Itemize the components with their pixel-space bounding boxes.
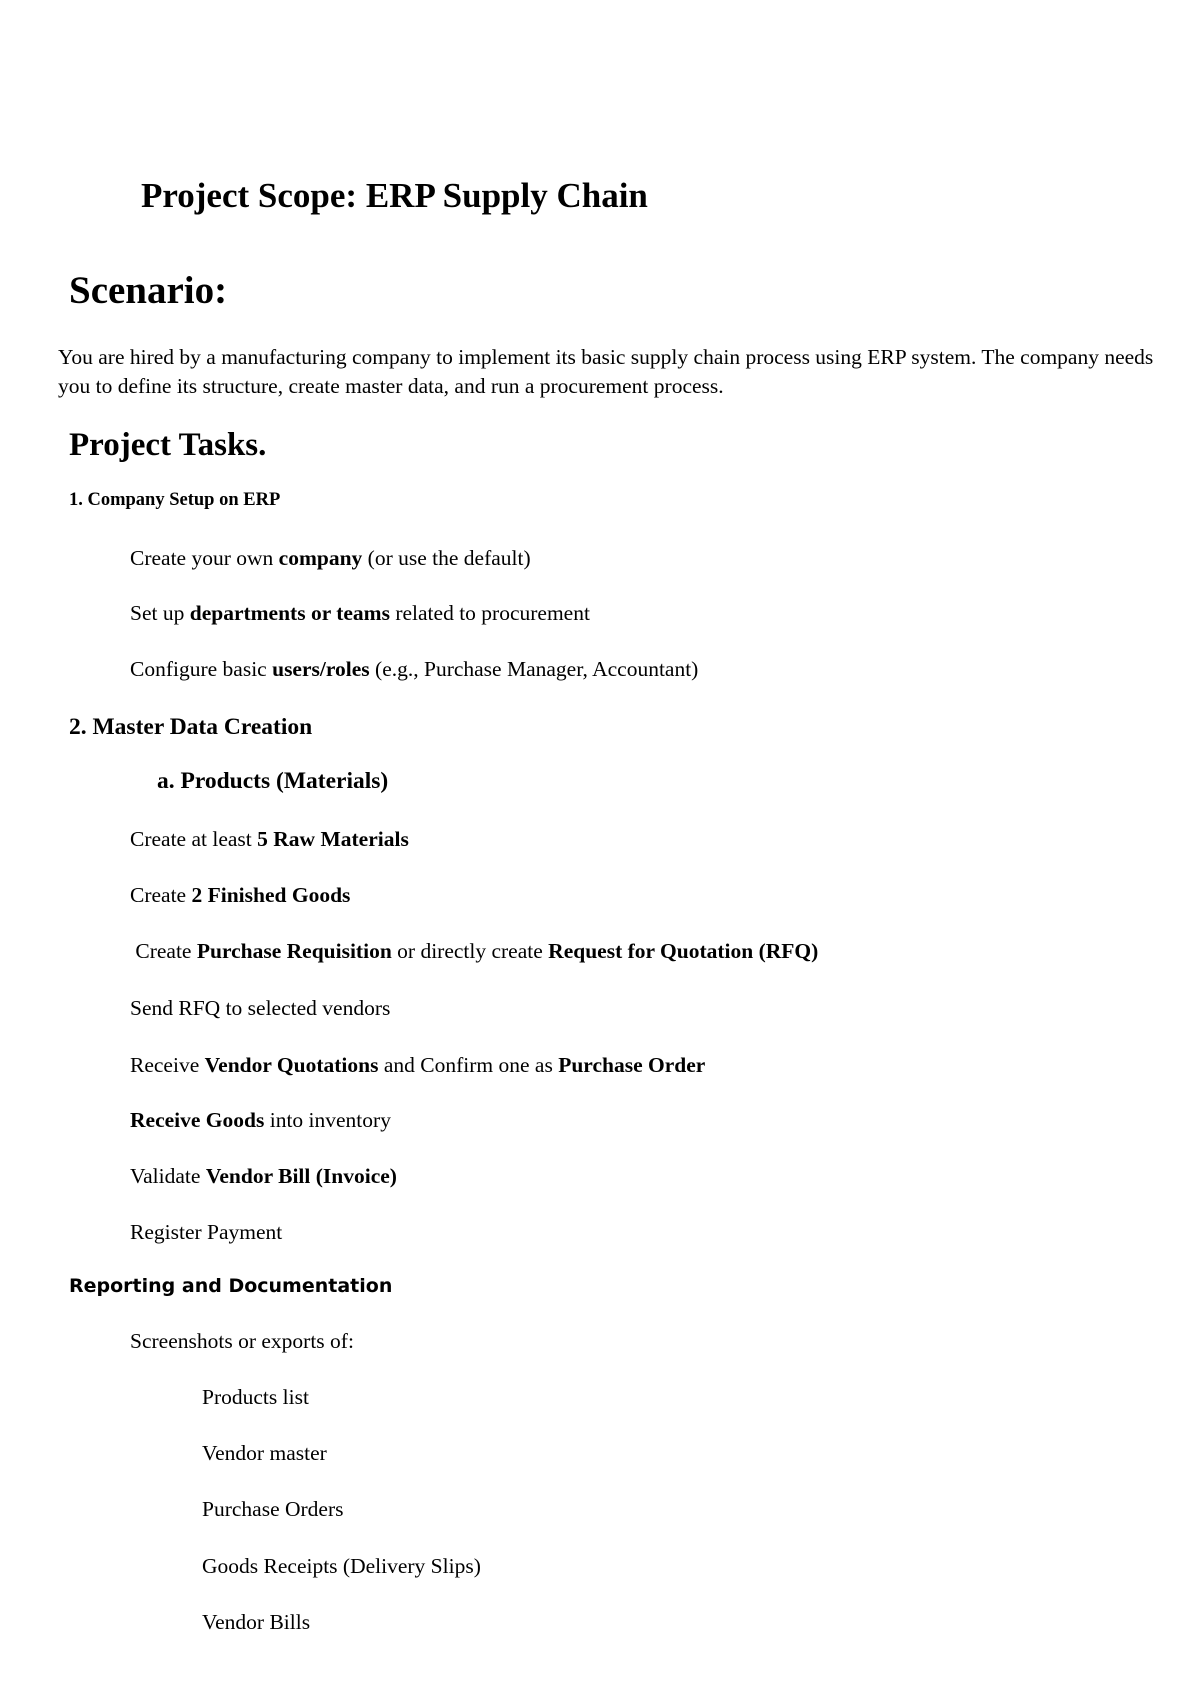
task-item-finished-goods: [130, 883, 350, 908]
scenario-heading: Scenario:: [69, 269, 228, 312]
item-text: (or use the default): [362, 546, 531, 570]
report-list-item: Purchase Orders: [202, 1497, 344, 1521]
task-item-vendor-bill: [130, 1164, 397, 1189]
item-bold-text: departments or teams: [189, 601, 390, 625]
item-text: Create your own: [130, 546, 279, 570]
task-item-receive-goods: [130, 1108, 391, 1133]
section-master-data-heading: 2. Master Data Creation: [69, 714, 313, 740]
subsection-products-heading: a. Products (Materials): [157, 768, 389, 794]
task-item-users-roles: [130, 657, 698, 682]
reporting-intro: Screenshots or exports of:: [130, 1329, 354, 1353]
item-bold-text: users/roles: [272, 657, 370, 681]
item-bold-text: Vendor Quotations: [204, 1053, 379, 1077]
scenario-paragraph: You are hired by a manufacturing company to implement its basic supply chain process using ERP system. The company needs you to define its structure, create master data, and run a procurement process.: [58, 345, 1154, 398]
item-text: and Confirm one as: [378, 1053, 559, 1077]
item-text: Create: [130, 883, 192, 907]
item-text: Register Payment: [130, 1220, 283, 1244]
item-text: Set up: [130, 601, 190, 625]
item-text: (e.g., Purchase Manager, Accountant): [369, 657, 699, 681]
item-text: Receive: [130, 1053, 205, 1077]
item-text: Send RFQ to selected vendors: [130, 996, 391, 1020]
task-item-register-payment: [130, 1220, 282, 1245]
item-bold-text: Purchase Requisition: [196, 939, 392, 963]
page-title: Project Scope: ERP Supply Chain: [141, 176, 648, 215]
item-bold-text: Request for Quotation (RFQ): [548, 939, 819, 963]
report-list-item: Products list: [202, 1385, 309, 1409]
item-text: or directly create: [391, 939, 549, 963]
report-list-item: Goods Receipts (Delivery Slips): [202, 1554, 481, 1578]
report-list-item: Vendor Bills: [202, 1610, 311, 1634]
item-bold-text: 2 Finished Goods: [191, 883, 351, 907]
item-text: into inventory: [264, 1108, 391, 1132]
section-company-setup-heading: 1. Company Setup on ERP: [69, 490, 281, 510]
report-list-item: Vendor master: [202, 1441, 327, 1465]
item-text: Validate: [130, 1164, 206, 1188]
reporting-heading: Reporting and Documentation: [69, 1275, 393, 1297]
task-item-send-rfq: [130, 996, 390, 1021]
item-bold-text: Receive Goods: [130, 1108, 265, 1132]
task-item-create-company: [130, 546, 531, 571]
item-text: Create: [130, 939, 197, 963]
item-text: Configure basic: [130, 657, 273, 681]
item-bold-text: Vendor Bill (Invoice): [205, 1164, 397, 1188]
task-item-raw-materials: [130, 827, 409, 852]
item-bold-text: 5 Raw Materials: [257, 827, 409, 851]
item-text: related to procurement: [389, 601, 590, 625]
project-tasks-heading: Project Tasks.: [69, 427, 267, 463]
task-item-departments: [130, 601, 590, 626]
item-bold-text: company: [278, 546, 363, 570]
task-item-vendor-quotations: [130, 1053, 705, 1078]
item-bold-text: Purchase Order: [558, 1053, 706, 1077]
item-text: Create at least: [130, 827, 258, 851]
task-item-purchase-requisition: [130, 939, 818, 964]
